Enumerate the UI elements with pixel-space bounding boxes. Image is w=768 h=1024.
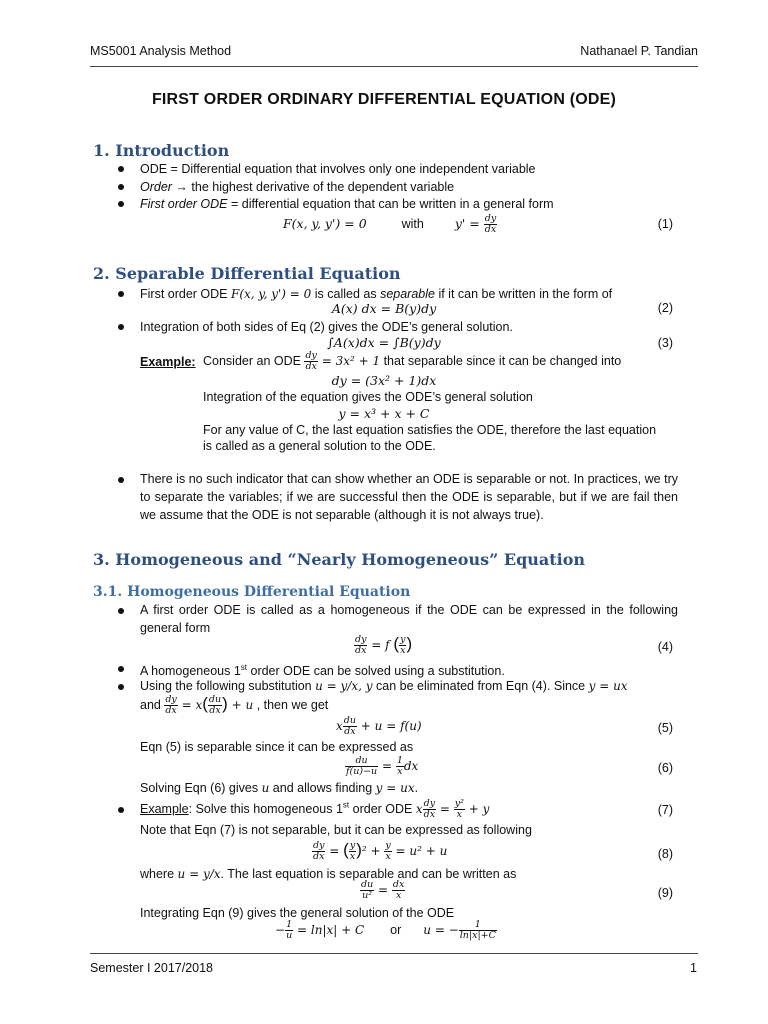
example-text-3a: For any value of C, the last equation satisfies the ODE, therefore the last equation — [203, 423, 657, 437]
text: if it can be written in the form of — [434, 287, 613, 301]
emphasis: separable — [380, 287, 435, 301]
eq-number-2: (2) — [657, 301, 673, 315]
header-course: MS5001 Analysis Method — [90, 44, 232, 58]
sec1-bullet-2 — [140, 178, 678, 196]
math: + u — [227, 698, 254, 712]
eq-number-9: (9) — [657, 886, 673, 900]
fraction — [484, 214, 497, 235]
equation-2: A(x) dx = B(y)dy — [331, 301, 437, 316]
text: is called as — [311, 287, 381, 301]
fraction — [392, 880, 405, 901]
numerator: du — [361, 879, 374, 890]
denominator: x — [400, 645, 406, 657]
denominator: u² — [362, 890, 373, 901]
equation-1 — [283, 214, 497, 235]
bullet-dot — [118, 184, 124, 190]
sec2-bullet-2: Integration of both sides of Eq (2) gives the ODE’s general solution. — [140, 320, 513, 334]
fraction — [304, 351, 317, 372]
text: : Solve this homogeneous 1 — [188, 801, 343, 816]
numerator: dy — [484, 213, 497, 224]
denominator: dx — [344, 726, 356, 737]
eq-number-3: (3) — [657, 336, 673, 350]
bullet-dot — [118, 324, 124, 330]
fraction — [285, 920, 293, 941]
paren: ) — [222, 694, 228, 713]
emphasis: First order ODE — [140, 197, 228, 211]
superscript: st — [342, 800, 350, 810]
text: Solving Eqn (6) gives — [140, 781, 262, 795]
fraction — [360, 880, 374, 901]
numerator: du — [343, 715, 356, 726]
example-text-2: Integration of the equation gives the ODE’s general solution — [203, 390, 533, 404]
equation-10 — [275, 920, 497, 941]
bullet-dot — [118, 477, 124, 483]
eq-number-4: (4) — [657, 640, 673, 654]
sec3-bullet-3 — [140, 677, 678, 695]
math: y = ux — [375, 781, 415, 795]
denominator: u — [286, 930, 293, 941]
math: = f — [367, 638, 394, 652]
fraction — [312, 841, 325, 862]
numerator: y — [349, 840, 356, 852]
text: → the highest derivative of the dependent variable — [171, 180, 455, 194]
sec3-text-9: Integrating Eqn (9) gives the general solution of the ODE — [140, 906, 455, 920]
bullet-dot — [118, 666, 124, 672]
section-1-heading: 1. Introduction — [93, 141, 230, 160]
denominator: dx — [209, 705, 221, 717]
section-3-heading: 3. Homogeneous and “Nearly Homogeneous” Equation — [93, 550, 586, 569]
fraction — [345, 756, 378, 777]
math: = x — [177, 698, 203, 712]
sec3-bullet-3-line-2 — [140, 694, 328, 716]
eq1-lhs: F(x, y, y') = 0 — [283, 215, 367, 231]
math: = — [378, 758, 396, 773]
paren: ( — [202, 694, 208, 713]
eq-number-1: (1) — [657, 217, 673, 231]
sec3-text-5: Eqn (5) is separable since it can be expressed as — [140, 740, 414, 754]
numerator: dx — [392, 879, 405, 890]
header-author: Nathanael P. Tandian — [580, 44, 698, 58]
header-rule — [90, 66, 698, 67]
math: + y — [464, 801, 490, 816]
footer-page-number: 1 — [690, 961, 697, 975]
math: u — [261, 781, 270, 795]
math: x — [336, 718, 343, 733]
text: and allows finding — [269, 781, 376, 795]
bullet-dot — [118, 291, 124, 297]
math: ² + — [361, 844, 385, 858]
sec1-bullet-3 — [140, 195, 678, 213]
text: where — [140, 867, 178, 881]
fraction — [454, 799, 465, 820]
math: dx — [403, 758, 419, 773]
bullet-dot — [118, 166, 124, 172]
math: = — [436, 801, 454, 816]
example-label: Example: — [140, 355, 196, 369]
math: = ln|x| + C — [293, 922, 365, 937]
text: order ODE — [349, 801, 416, 816]
math: + u = f(u) — [356, 718, 422, 733]
math: = — [325, 844, 344, 858]
sec3-text-6 — [140, 781, 418, 795]
math: − — [275, 922, 286, 937]
math: = 3x² + 1 — [317, 353, 381, 368]
numerator: dy — [355, 634, 367, 646]
equation-5 — [336, 716, 422, 737]
fraction — [459, 920, 497, 941]
text: can be eliminated from Eqn (4). Since — [372, 679, 589, 693]
fraction — [343, 716, 357, 737]
text: that separable since it can be changed into — [380, 353, 622, 368]
numerator: 1 — [459, 920, 497, 931]
denominator: x — [349, 851, 356, 863]
denominator: x — [397, 766, 403, 777]
example-text-3b: is called as a general solution to the ODE. — [203, 439, 436, 453]
denominator: x — [395, 890, 402, 901]
paren: ( — [393, 634, 400, 653]
denominator: dx — [165, 705, 177, 717]
footer-semester: Semester I 2017/2018 — [90, 961, 213, 975]
section-2-heading: 2. Separable Differential Equation — [93, 264, 401, 283]
math: u = y/x — [177, 867, 221, 881]
sec2-bullet-3: There is no such indicator that can show whether an ODE is separable or not. In practices, we try to separate the variables; if we are successful then the ODE is separable, but if we are fail then we assume that the ODE is not separable (although it is not always true). — [140, 472, 678, 522]
equation-4 — [354, 634, 412, 656]
example-equation-2: y = x³ + x + C — [338, 406, 430, 421]
subsection-3-1-heading: 3.1. Homogeneous Differential Equation — [93, 584, 411, 600]
denominator: f(u)−u — [346, 766, 378, 777]
numerator: dy — [165, 694, 177, 706]
numerator: dy — [313, 840, 325, 852]
math: F(x, y, y') = 0 — [231, 287, 312, 301]
text: , then we get — [253, 698, 329, 712]
bullet-dot — [118, 608, 124, 614]
numerator: dy — [305, 350, 317, 361]
footer-rule — [90, 953, 698, 954]
fraction — [396, 756, 404, 777]
numerator: y² — [454, 798, 464, 809]
denominator: x — [385, 851, 391, 863]
text: Consider an ODE — [203, 353, 305, 368]
denominator: x — [456, 809, 463, 820]
example-line-1 — [203, 351, 621, 372]
math: u = y/x, y — [315, 679, 373, 693]
sec3-text-8 — [140, 867, 516, 881]
text: order ODE can be solved using a substitution. — [247, 664, 505, 679]
eq-number-8: (8) — [657, 847, 673, 861]
bullet-dot — [118, 684, 124, 690]
denominator: dx — [423, 809, 436, 820]
numerator: 1 — [396, 755, 403, 766]
paren: ) — [356, 840, 362, 859]
denominator: dx — [484, 224, 497, 235]
equation-6 — [345, 756, 418, 777]
eq-number-7: (7) — [657, 803, 673, 817]
sec1-bullet-1: ODE = Differential equation that involves only one independent variable — [140, 162, 536, 176]
text: = differential equation that can be written in a general form — [227, 197, 554, 211]
page-title: FIRST ORDER ORDINARY DIFFERENTIAL EQUATION (ODE) — [151, 91, 617, 108]
text: Using the following substitution — [140, 679, 316, 693]
equation-3: ∫A(x)dx = ∫B(y)dy — [327, 335, 441, 350]
denominator: dx — [313, 851, 325, 863]
math: = u² + u — [391, 844, 448, 858]
eq1-with: with — [401, 216, 424, 231]
eq-number-6: (6) — [657, 761, 673, 775]
sec3-example-line — [140, 799, 489, 820]
math: = — [374, 882, 392, 897]
text: . The last equation is separable and can be written as — [220, 867, 517, 881]
denominator: dx — [305, 361, 317, 372]
text: and — [140, 698, 165, 712]
eq1-rhs: y' = — [454, 215, 484, 231]
fraction — [354, 635, 367, 656]
emphasis: Order — [140, 180, 172, 194]
fraction — [164, 695, 177, 716]
paren: ) — [406, 634, 413, 653]
text: A homogeneous 1 — [140, 664, 241, 679]
fraction — [208, 695, 222, 716]
fraction — [384, 841, 391, 862]
equation-9 — [360, 880, 405, 901]
example-label: Example — [140, 801, 189, 816]
equation-8 — [312, 840, 447, 862]
denominator: ln|x|+C — [459, 930, 496, 941]
math: u = − — [423, 922, 459, 937]
numerator: 1 — [286, 919, 293, 930]
bullet-dot — [118, 201, 124, 207]
math: y = ux — [588, 679, 628, 693]
denominator: dx — [355, 645, 367, 657]
eq-number-5: (5) — [657, 721, 673, 735]
bullet-dot — [118, 807, 124, 813]
numerator: du — [208, 694, 222, 706]
numerator: du — [345, 756, 378, 767]
sec3-bullet-1: A first order ODE is called as a homogeneous if the ODE can be expressed in the following general form — [140, 603, 678, 635]
example-equation-1: dy = (3x² + 1)dx — [331, 373, 437, 388]
text: or — [390, 922, 402, 937]
numerator: dy — [423, 798, 436, 809]
superscript: st — [240, 663, 248, 672]
fraction — [423, 799, 436, 820]
text: First order ODE — [140, 287, 231, 301]
math: x — [415, 801, 423, 816]
numerator: y — [385, 840, 391, 852]
text: . — [414, 781, 419, 795]
numerator: y — [400, 634, 406, 646]
paren: ( — [343, 840, 349, 859]
sec3-text-7: Note that Eqn (7) is not separable, but it can be expressed as following — [140, 823, 532, 837]
